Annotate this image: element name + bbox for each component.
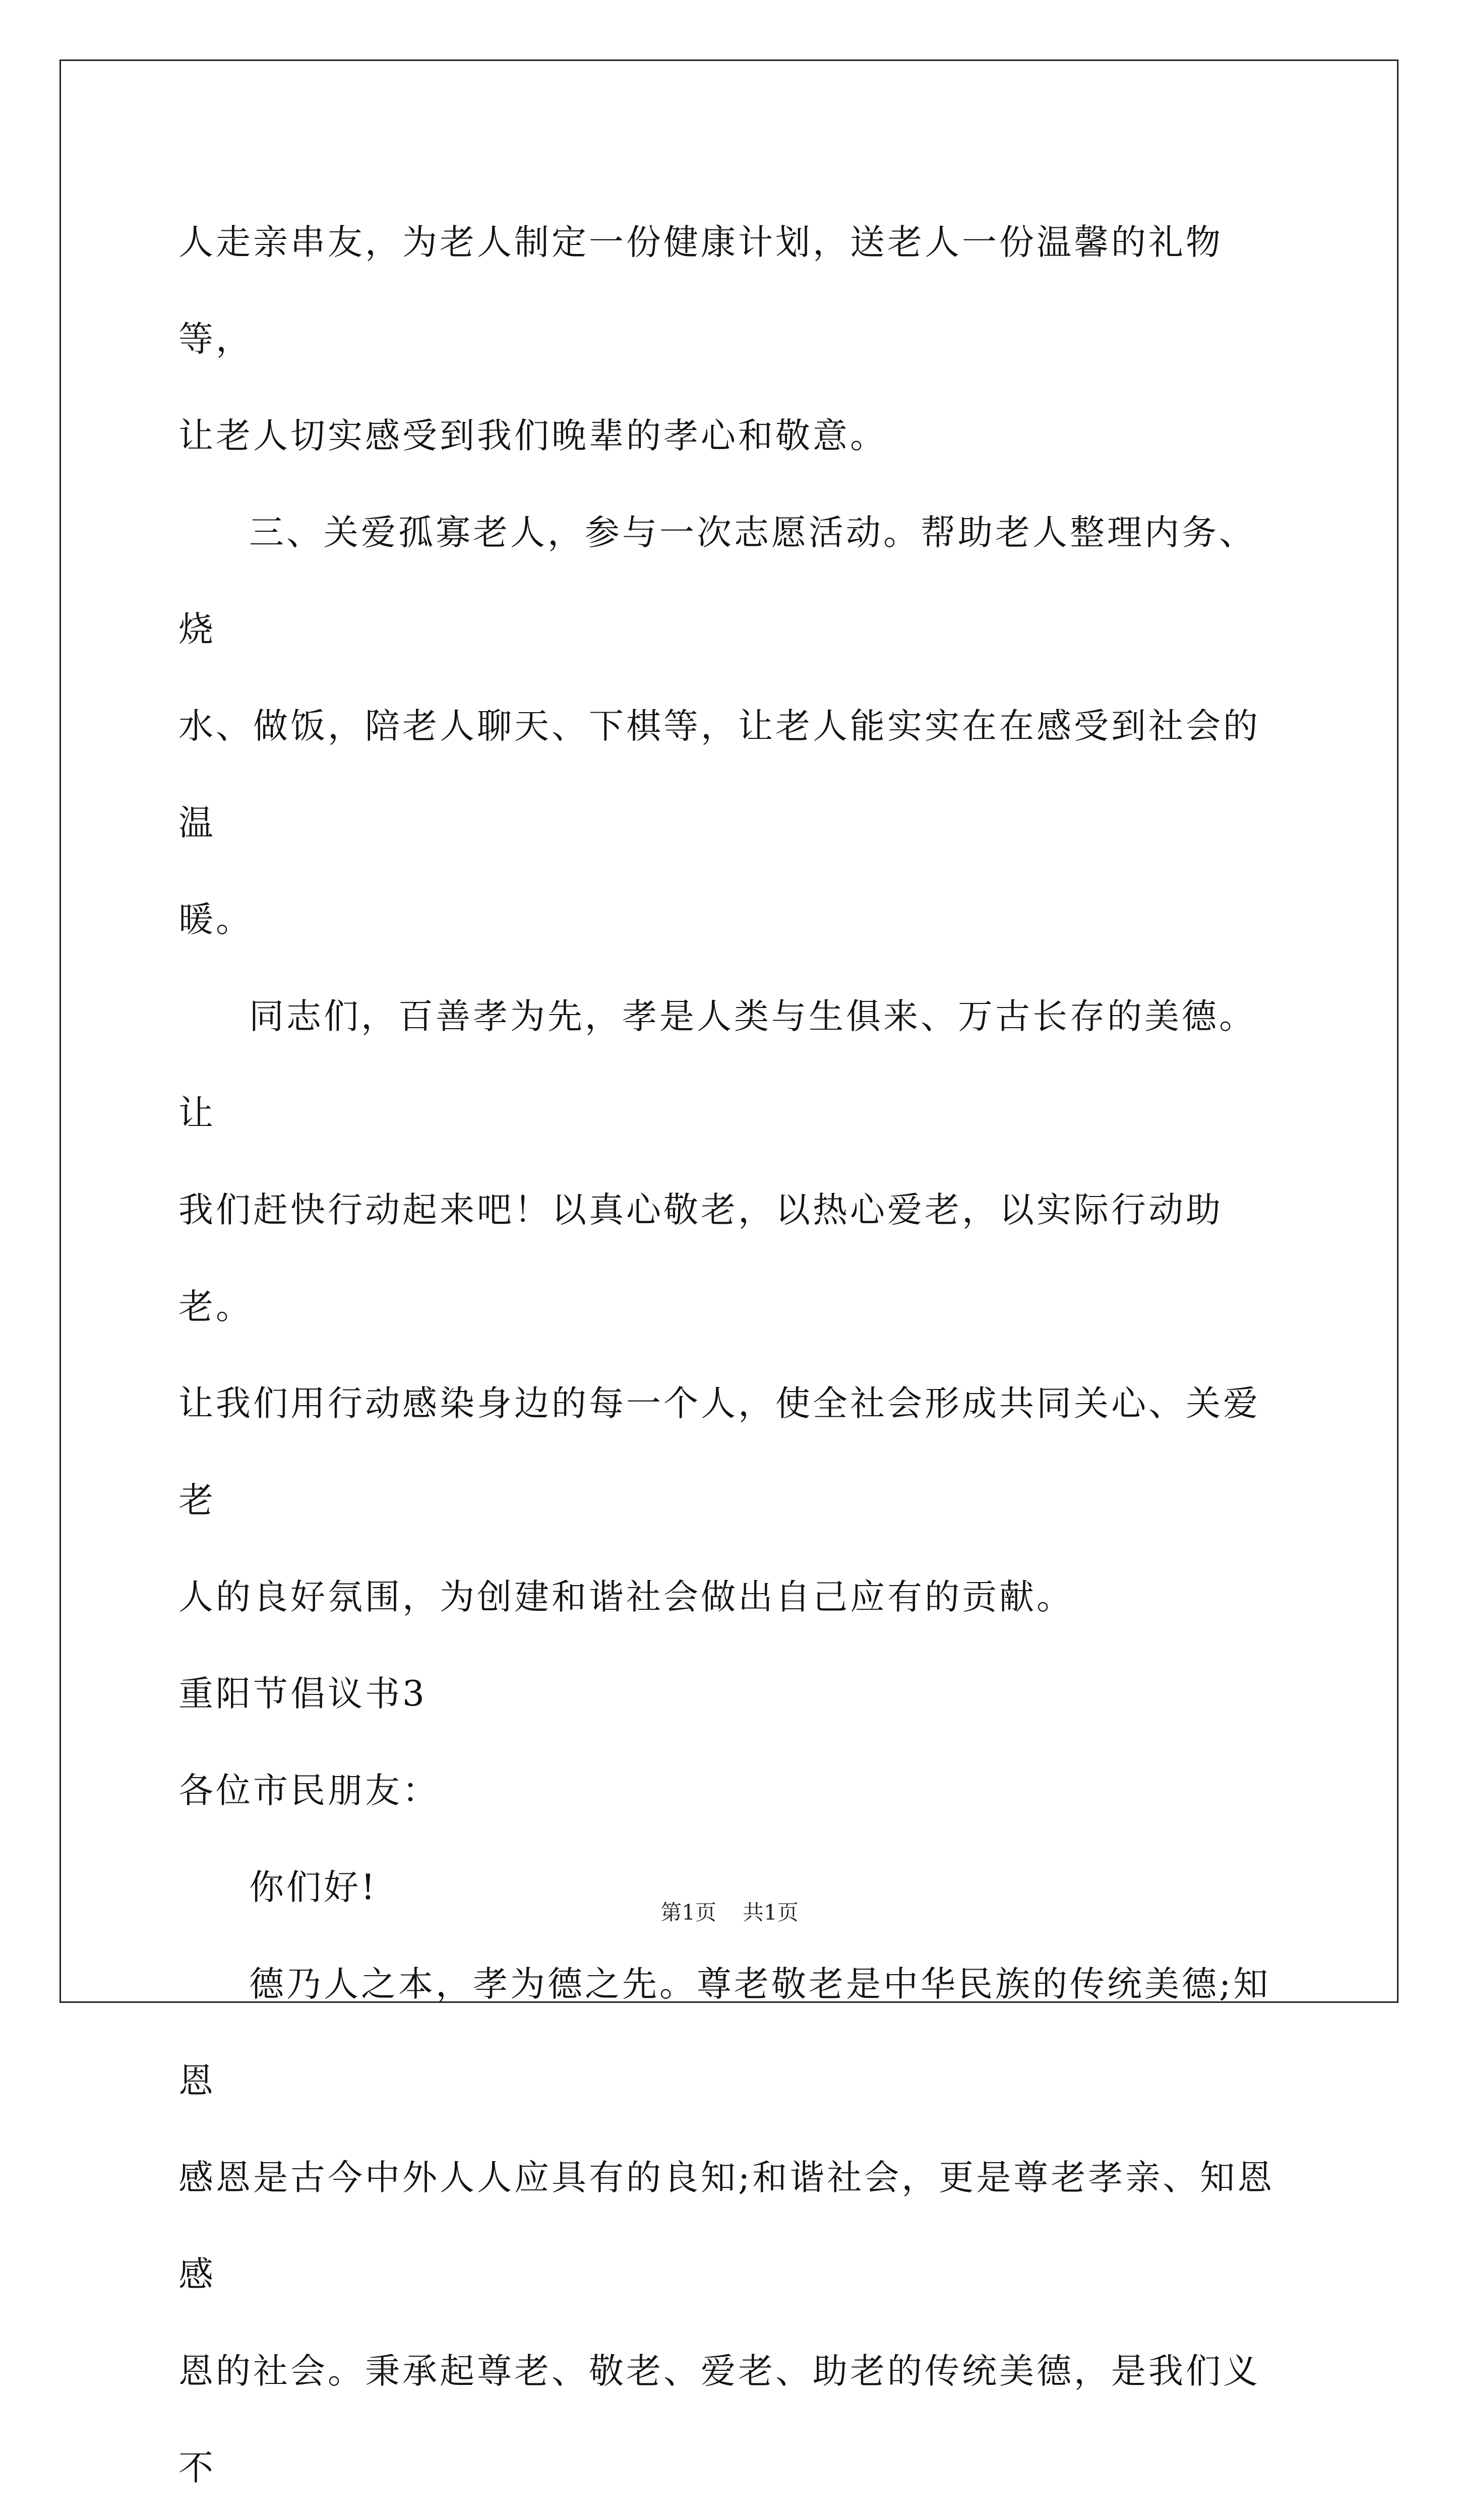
paragraph-2: 三、关爱孤寡老人，参与一次志愿活动。帮助老人整理内务、烧 水、做饭，陪老人聊天、下棋等，让老人能实实在在感受到社会的温 暖。: [178, 513, 1260, 940]
paragraph-3: 同志们，百善孝为先，孝是人类与生俱来、万古长存的美德。让 我们赶快行动起来吧！以真心敬老，以热心爱老，以实际行动助老。 让我们用行动感染身边的每一个人，使全社会形成共同关心、关爱老 人的良好氛围，为创建和谐社会做出自己应有的贡献。: [178, 996, 1260, 1617]
page-number: 第1页: [660, 1900, 716, 1925]
document-body: [178, 194, 1278, 2520]
salutation: 各位市民朋友：: [178, 1771, 440, 1811]
page-footer: [0, 1896, 1459, 1926]
section-title: 重阳节倡议书3: [178, 1674, 427, 1714]
page-total: 共1页: [743, 1900, 799, 1925]
greeting: 你们好!: [249, 1867, 378, 1908]
paragraph-body: 德乃人之本，孝为德之先。尊老敬老是中华民族的传统美德;知恩 感恩是古今中外人人应具有的良知;和谐社会，更是尊老孝亲、知恩感 恩的社会。秉承起尊老、敬老、爱老、助老的传统美德，是我们义不: [178, 1964, 1275, 2488]
paragraph-1: 人走亲串友，为老人制定一份健康计划，送老人一份温馨的礼物等， 让老人切实感受到我们晚辈的孝心和敬意。: [178, 222, 1223, 456]
